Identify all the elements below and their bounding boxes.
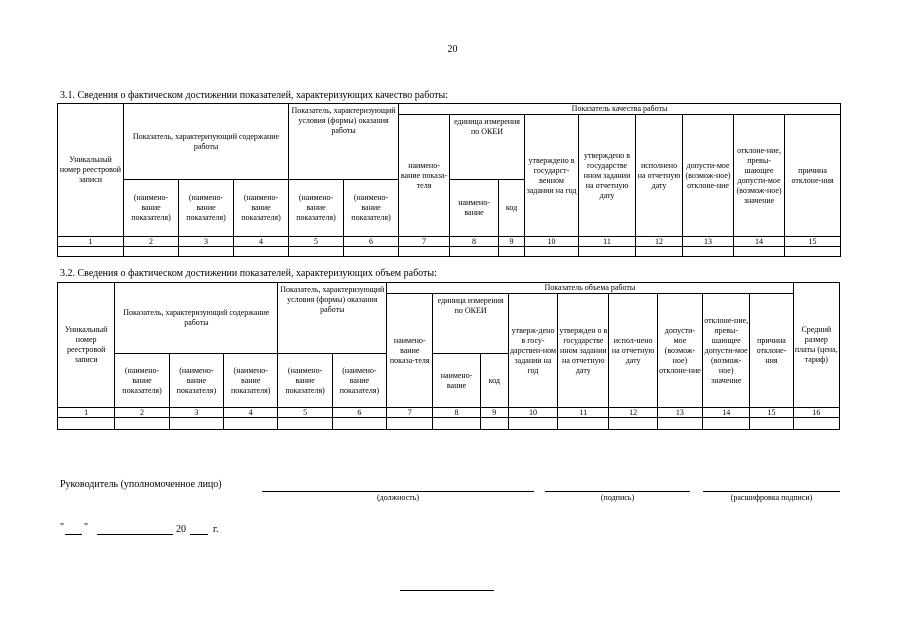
position-line[interactable]	[262, 491, 534, 492]
sub-indicator-name: (наимено-вание показателя)	[224, 354, 278, 408]
column-number: 12	[609, 408, 657, 418]
column-number: 4	[224, 408, 278, 418]
empty-cell[interactable]	[750, 418, 793, 430]
empty-cell[interactable]	[433, 418, 480, 430]
empty-cell[interactable]	[558, 418, 609, 430]
section-2-title: 3.2. Сведения о фактическом достижении показателей, характеризующих объем работы:	[60, 268, 437, 279]
quality-indicator-header: Показатель качества работы	[399, 104, 841, 115]
decoding-caption: (расшифровка подписи)	[730, 493, 813, 502]
sub-indicator-name: (наимено-вание показателя)	[278, 354, 332, 408]
unit-code-header: код	[499, 180, 525, 237]
column-number: 4	[234, 237, 289, 247]
section-1-title: 3.1. Сведения о фактическом достижении показателей, характеризующих качество работы:	[60, 90, 449, 101]
unit-name-header: наимено-вание	[450, 180, 499, 237]
signature-caption: (подпись)	[600, 493, 635, 502]
column-number: 16	[793, 408, 839, 418]
date-year-prefix: 20	[176, 524, 186, 535]
date-quote-close: "	[84, 522, 89, 533]
indicator-name-header: наимено-вание показа-теля	[387, 294, 433, 408]
empty-cell[interactable]	[124, 247, 179, 257]
unit-code-header: код	[480, 354, 508, 408]
executed-header: исполнено на отчетную дату	[636, 115, 683, 237]
empty-cell[interactable]	[793, 418, 839, 430]
empty-cell[interactable]	[657, 418, 702, 430]
exceeding-deviation-header: отклоне-ние, превы-шающее допусти-мое (возмож-ное) значение	[734, 115, 785, 237]
column-number: 10	[508, 408, 557, 418]
quality-table	[57, 103, 841, 257]
column-number: 2	[115, 408, 169, 418]
column-number: 7	[387, 408, 433, 418]
empty-cell[interactable]	[58, 418, 115, 430]
allowed-deviation-header: допусти-мое (возмож-ное) отклоне-ние	[683, 115, 734, 237]
sub-indicator-name: (наимено-вание показателя)	[289, 180, 344, 237]
unit-header: единица измерения по ОКЕИ	[433, 294, 508, 354]
empty-cell[interactable]	[179, 247, 234, 257]
date-month-field[interactable]	[97, 534, 173, 535]
average-fee-header: Средний размер платы (цена, тариф)	[793, 283, 839, 408]
sub-indicator-name: (наимено-вание показателя)	[169, 354, 223, 408]
column-number: 8	[433, 408, 480, 418]
empty-cell[interactable]	[785, 247, 841, 257]
approved-year-header: утверж-дено в госу-дарствен-ном задании на год	[508, 294, 557, 408]
column-number: 9	[480, 408, 508, 418]
position-caption: (должность)	[377, 493, 419, 502]
content-header: Показатель, характеризующий содержание работы	[115, 283, 278, 354]
column-number: 10	[525, 237, 579, 247]
column-number: 13	[657, 408, 702, 418]
date-year-field[interactable]	[190, 534, 208, 535]
column-number: 1	[58, 237, 124, 247]
column-number: 1	[58, 408, 115, 418]
sub-indicator-name: (наимено-вание показателя)	[124, 180, 179, 237]
column-number: 15	[750, 408, 793, 418]
executed-header: испол-нено на отчетную дату	[609, 294, 657, 408]
empty-cell[interactable]	[499, 247, 525, 257]
signature-line[interactable]	[545, 491, 690, 492]
empty-cell[interactable]	[289, 247, 344, 257]
empty-cell[interactable]	[609, 418, 657, 430]
unique-record-header: Уникальный номер реестровой записи	[58, 283, 115, 408]
empty-cell[interactable]	[399, 247, 450, 257]
indicator-name-header: наимено-вание показа-теля	[399, 115, 450, 237]
empty-cell[interactable]	[234, 247, 289, 257]
sub-indicator-name: (наимено-вание показателя)	[332, 354, 386, 408]
column-number: 14	[734, 237, 785, 247]
column-number: 3	[179, 237, 234, 247]
volume-indicator-header: Показатель объема работы	[387, 283, 794, 294]
empty-cell[interactable]	[734, 247, 785, 257]
approved-year-header: утверждено в государст-венном задании на год	[525, 115, 579, 237]
reason-header: причина отклоне-ния	[785, 115, 841, 237]
allowed-deviation-header: допусти-мое (возмож-ное) отклоне-ние	[657, 294, 702, 408]
empty-cell[interactable]	[169, 418, 223, 430]
column-number: 8	[450, 237, 499, 247]
empty-cell[interactable]	[224, 418, 278, 430]
empty-cell[interactable]	[332, 418, 386, 430]
sub-indicator-name: (наимено-вание показателя)	[344, 180, 399, 237]
unit-header: единица измерения по ОКЕИ	[450, 115, 525, 180]
table-row	[58, 418, 840, 430]
column-number: 12	[636, 237, 683, 247]
column-number: 2	[124, 237, 179, 247]
approved-date-header: утвержден о в государстве нном задании на отчетную дату	[558, 294, 609, 408]
conditions-header: Показатель, характеризующий условия (формы) оказания работы	[278, 283, 387, 354]
column-number: 6	[332, 408, 386, 418]
column-number: 11	[558, 408, 609, 418]
page-number: 20	[447, 44, 458, 55]
conditions-header: Показатель, характеризующий условия (формы) оказания работы	[289, 104, 399, 180]
decoding-line[interactable]	[703, 491, 840, 492]
column-number: 15	[785, 237, 841, 247]
column-number: 6	[344, 237, 399, 247]
empty-cell[interactable]	[58, 247, 124, 257]
empty-cell[interactable]	[450, 247, 499, 257]
empty-cell[interactable]	[115, 418, 169, 430]
head-signature-label: Руководитель (уполномоченное лицо)	[60, 479, 222, 490]
column-number: 14	[703, 408, 750, 418]
column-number: 11	[579, 237, 636, 247]
empty-cell[interactable]	[683, 247, 734, 257]
empty-cell[interactable]	[508, 418, 557, 430]
date-year-suffix: г.	[213, 524, 219, 535]
column-number: 5	[289, 237, 344, 247]
content-header: Показатель, характеризующий содержание работы	[124, 104, 289, 180]
empty-cell[interactable]	[480, 418, 508, 430]
column-number: 7	[399, 237, 450, 247]
sub-indicator-name: (наимено-вание показателя)	[179, 180, 234, 237]
volume-table	[57, 282, 840, 430]
empty-cell[interactable]	[387, 418, 433, 430]
empty-cell[interactable]	[278, 418, 332, 430]
footnote-separator	[400, 590, 494, 591]
empty-cell[interactable]	[525, 247, 579, 257]
reason-header: причина отклоне-ния	[750, 294, 793, 408]
empty-cell[interactable]	[703, 418, 750, 430]
empty-cell[interactable]	[344, 247, 399, 257]
column-number: 3	[169, 408, 223, 418]
column-number: 9	[499, 237, 525, 247]
sub-indicator-name: (наимено-вание показателя)	[234, 180, 289, 237]
exceeding-deviation-header: отклоне-ние, превы-шающее допусти-мое (возмож-ное) значение	[703, 294, 750, 408]
sub-indicator-name: (наимено-вание показателя)	[115, 354, 169, 408]
unit-name-header: наимено-вание	[433, 354, 480, 408]
table-row	[58, 247, 841, 257]
empty-cell[interactable]	[579, 247, 636, 257]
date-day-field[interactable]	[65, 534, 82, 535]
column-number: 5	[278, 408, 332, 418]
date-quote-open: "	[60, 522, 65, 533]
unique-record-header: Уникальный номер реестровой записи	[58, 104, 124, 237]
approved-date-header: утверждено в государстве нном задании на отчетную дату	[579, 115, 636, 237]
column-number: 13	[683, 237, 734, 247]
empty-cell[interactable]	[636, 247, 683, 257]
